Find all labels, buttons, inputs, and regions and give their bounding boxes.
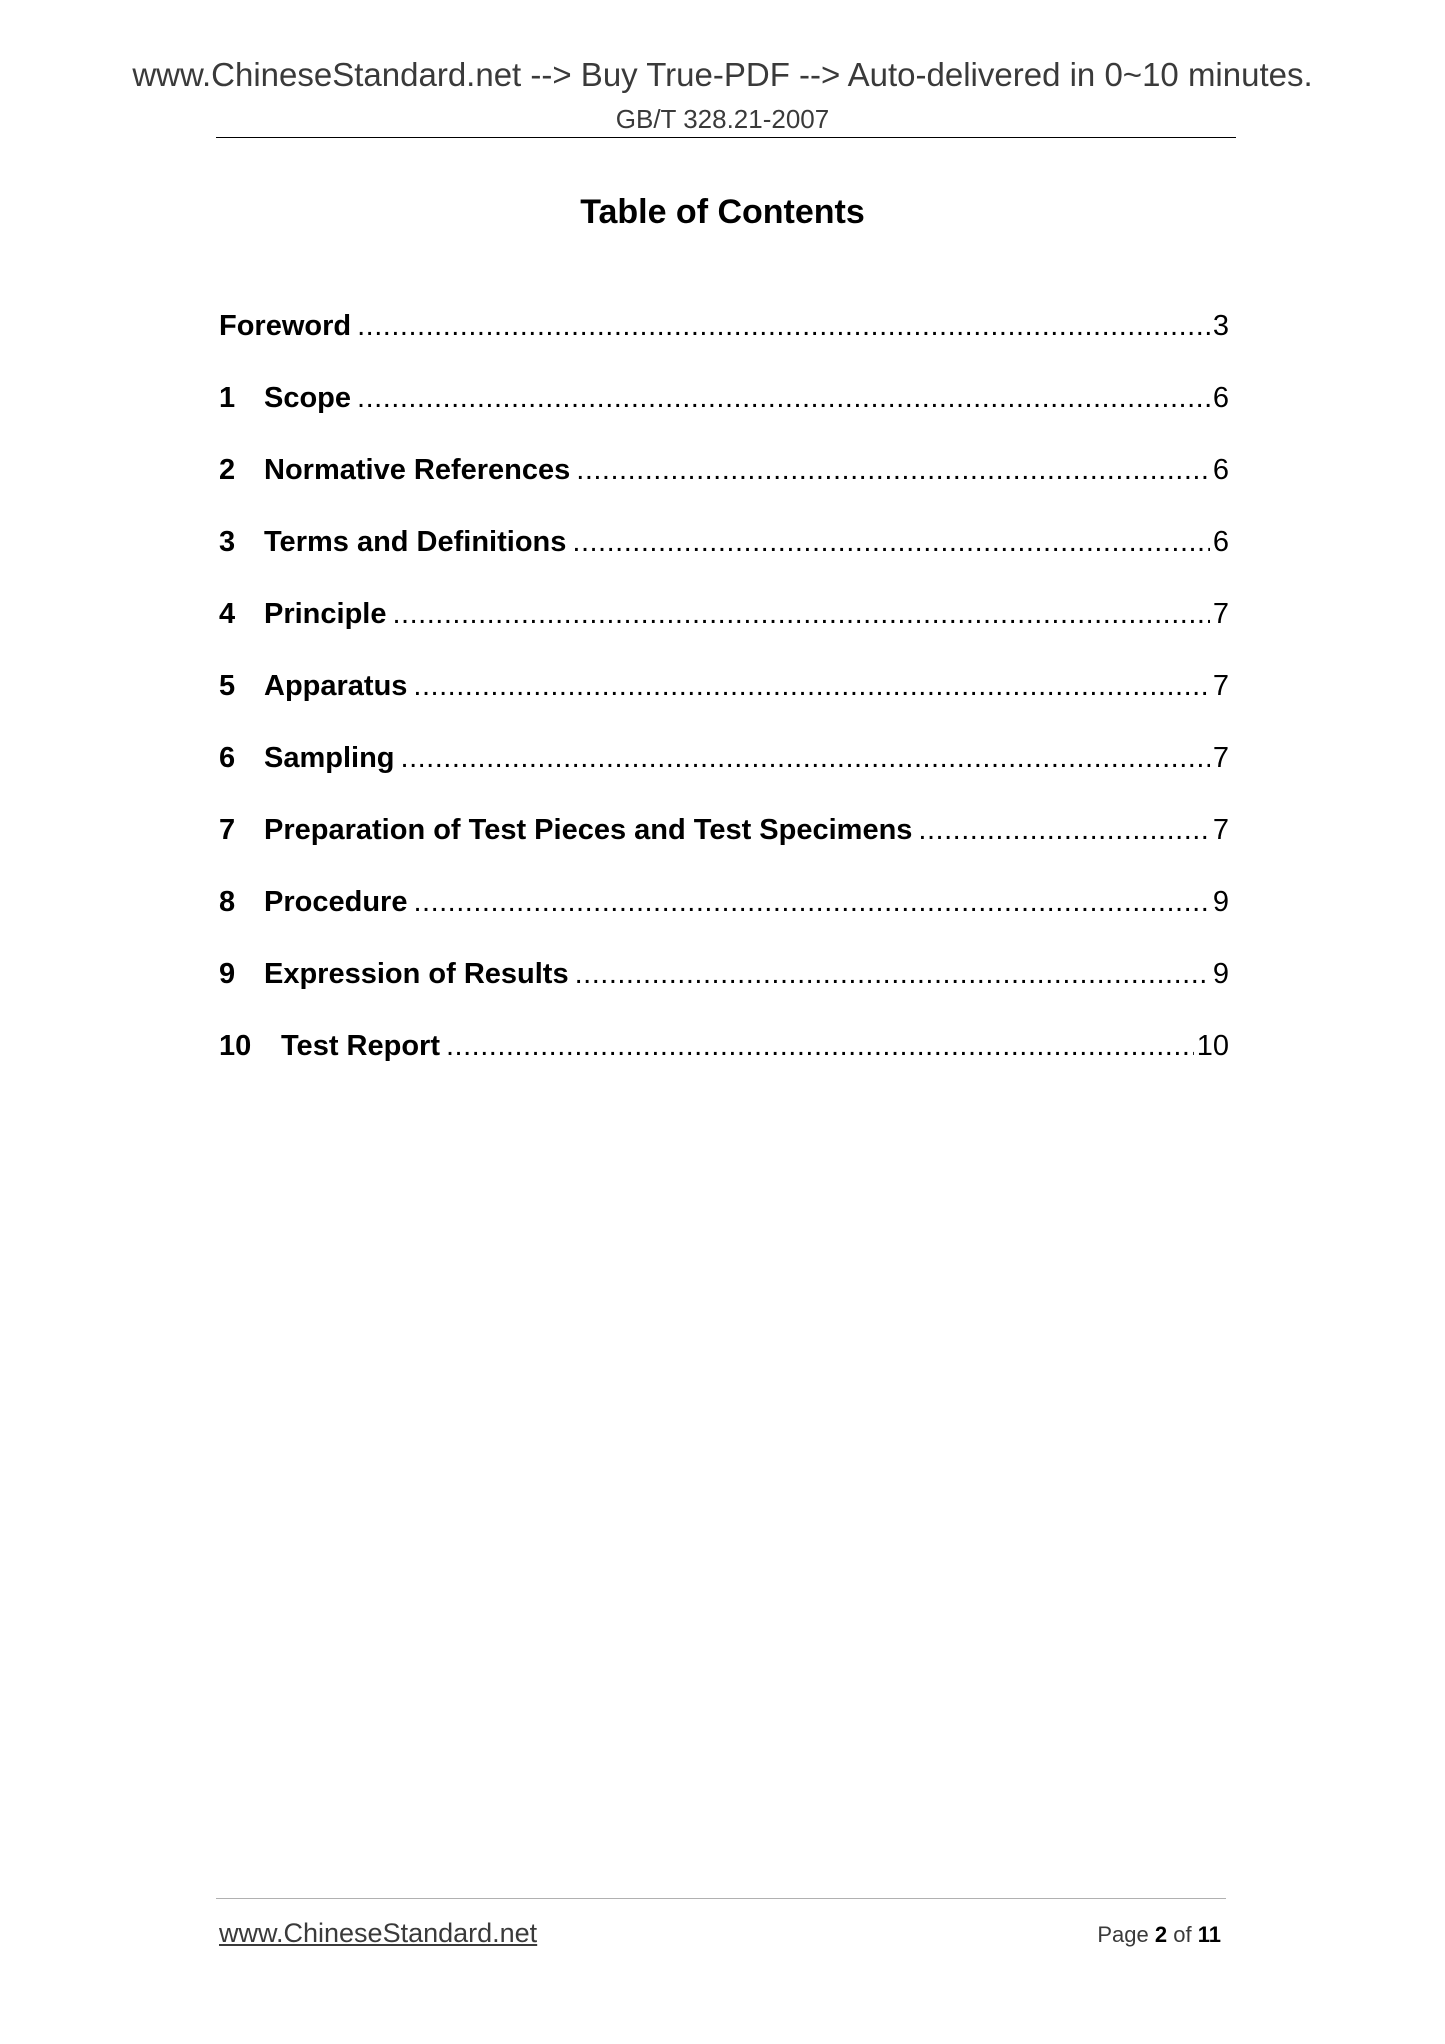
toc-dot-leader	[572, 526, 1209, 559]
toc-entry-scope[interactable]	[219, 382, 1229, 454]
toc-entry-label: Expression of Results	[264, 958, 569, 990]
toc-entry-page: 6	[1212, 526, 1229, 558]
toc-entry-expression-of-results[interactable]	[219, 958, 1229, 1030]
page-total: 11	[1197, 1922, 1221, 1947]
header-divider	[216, 137, 1236, 138]
toc-dot-leader	[401, 742, 1210, 775]
toc-dot-leader	[576, 454, 1210, 487]
standard-code: GB/T 328.21-2007	[615, 104, 830, 134]
toc-entry-label: Normative References	[264, 454, 571, 486]
page-of: of	[1173, 1922, 1192, 1947]
toc-dot-leader	[446, 1030, 1194, 1063]
toc-entry-number: 7	[219, 814, 236, 846]
page-current: 2	[1154, 1922, 1168, 1947]
toc-entry-label: Test Report	[281, 1030, 440, 1062]
page-indicator	[1097, 1922, 1221, 1948]
toc-entry-number: 5	[219, 670, 236, 702]
toc-entry-page: 3	[1212, 310, 1229, 342]
footer-divider	[216, 1898, 1226, 1899]
toc-entry-page: 7	[1212, 742, 1229, 774]
toc-entry-page: 9	[1212, 958, 1229, 990]
toc-entry-page: 7	[1212, 814, 1229, 846]
toc-entry-page: 9	[1212, 886, 1229, 918]
toc-entry-page: 10	[1196, 1030, 1229, 1062]
toc-entry-number: 10	[219, 1030, 252, 1062]
toc-entry-number: 9	[219, 958, 236, 990]
toc-entry-preparation-of-test-pieces[interactable]	[219, 814, 1229, 886]
toc-entry-number: 4	[219, 598, 236, 630]
toc-entry-label: Scope	[264, 382, 352, 414]
toc-entry-label: Preparation of Test Pieces and Test Specimens	[264, 814, 913, 846]
toc-entry-label: Terms and Definitions	[264, 526, 567, 558]
toc-entry-number: 6	[219, 742, 236, 774]
table-of-contents	[219, 310, 1229, 1102]
toc-dot-leader	[357, 382, 1210, 415]
toc-entry-label: Foreword	[219, 310, 352, 342]
toc-dot-leader	[413, 886, 1209, 919]
toc-title: Table of Contents	[580, 193, 865, 231]
toc-entry-number: 1	[219, 382, 236, 414]
toc-entry-label: Sampling	[264, 742, 395, 774]
toc-entry-label: Procedure	[264, 886, 408, 918]
toc-dot-leader	[393, 598, 1210, 631]
toc-entry-page: 7	[1212, 670, 1229, 702]
toc-entry-number: 2	[219, 454, 236, 486]
toc-entry-number: 8	[219, 886, 236, 918]
toc-entry-page: 6	[1212, 382, 1229, 414]
site-banner: www.ChineseStandard.net --> Buy True-PDF --> Auto-delivered in 0~10 minutes.	[132, 56, 1313, 93]
toc-dot-leader	[918, 814, 1209, 847]
page-prefix: Page	[1097, 1922, 1149, 1947]
toc-entry-page: 6	[1212, 454, 1229, 486]
toc-entry-procedure[interactable]	[219, 886, 1229, 958]
toc-entry-sampling[interactable]	[219, 742, 1229, 814]
toc-entry-normative-references[interactable]	[219, 454, 1229, 526]
toc-entry-principle[interactable]	[219, 598, 1229, 670]
toc-entry-test-report[interactable]	[219, 1030, 1229, 1102]
toc-entry-number: 3	[219, 526, 236, 558]
toc-entry-apparatus[interactable]	[219, 670, 1229, 742]
toc-entry-terms-and-definitions[interactable]	[219, 526, 1229, 598]
toc-entry-foreword[interactable]	[219, 310, 1229, 382]
toc-dot-leader	[357, 310, 1210, 343]
toc-entry-label: Principle	[264, 598, 387, 630]
toc-entry-label: Apparatus	[264, 670, 408, 702]
toc-entry-page: 7	[1212, 598, 1229, 630]
toc-dot-leader	[575, 958, 1210, 991]
footer-site-link[interactable]: www.ChineseStandard.net	[219, 1918, 538, 1948]
toc-dot-leader	[413, 670, 1209, 703]
